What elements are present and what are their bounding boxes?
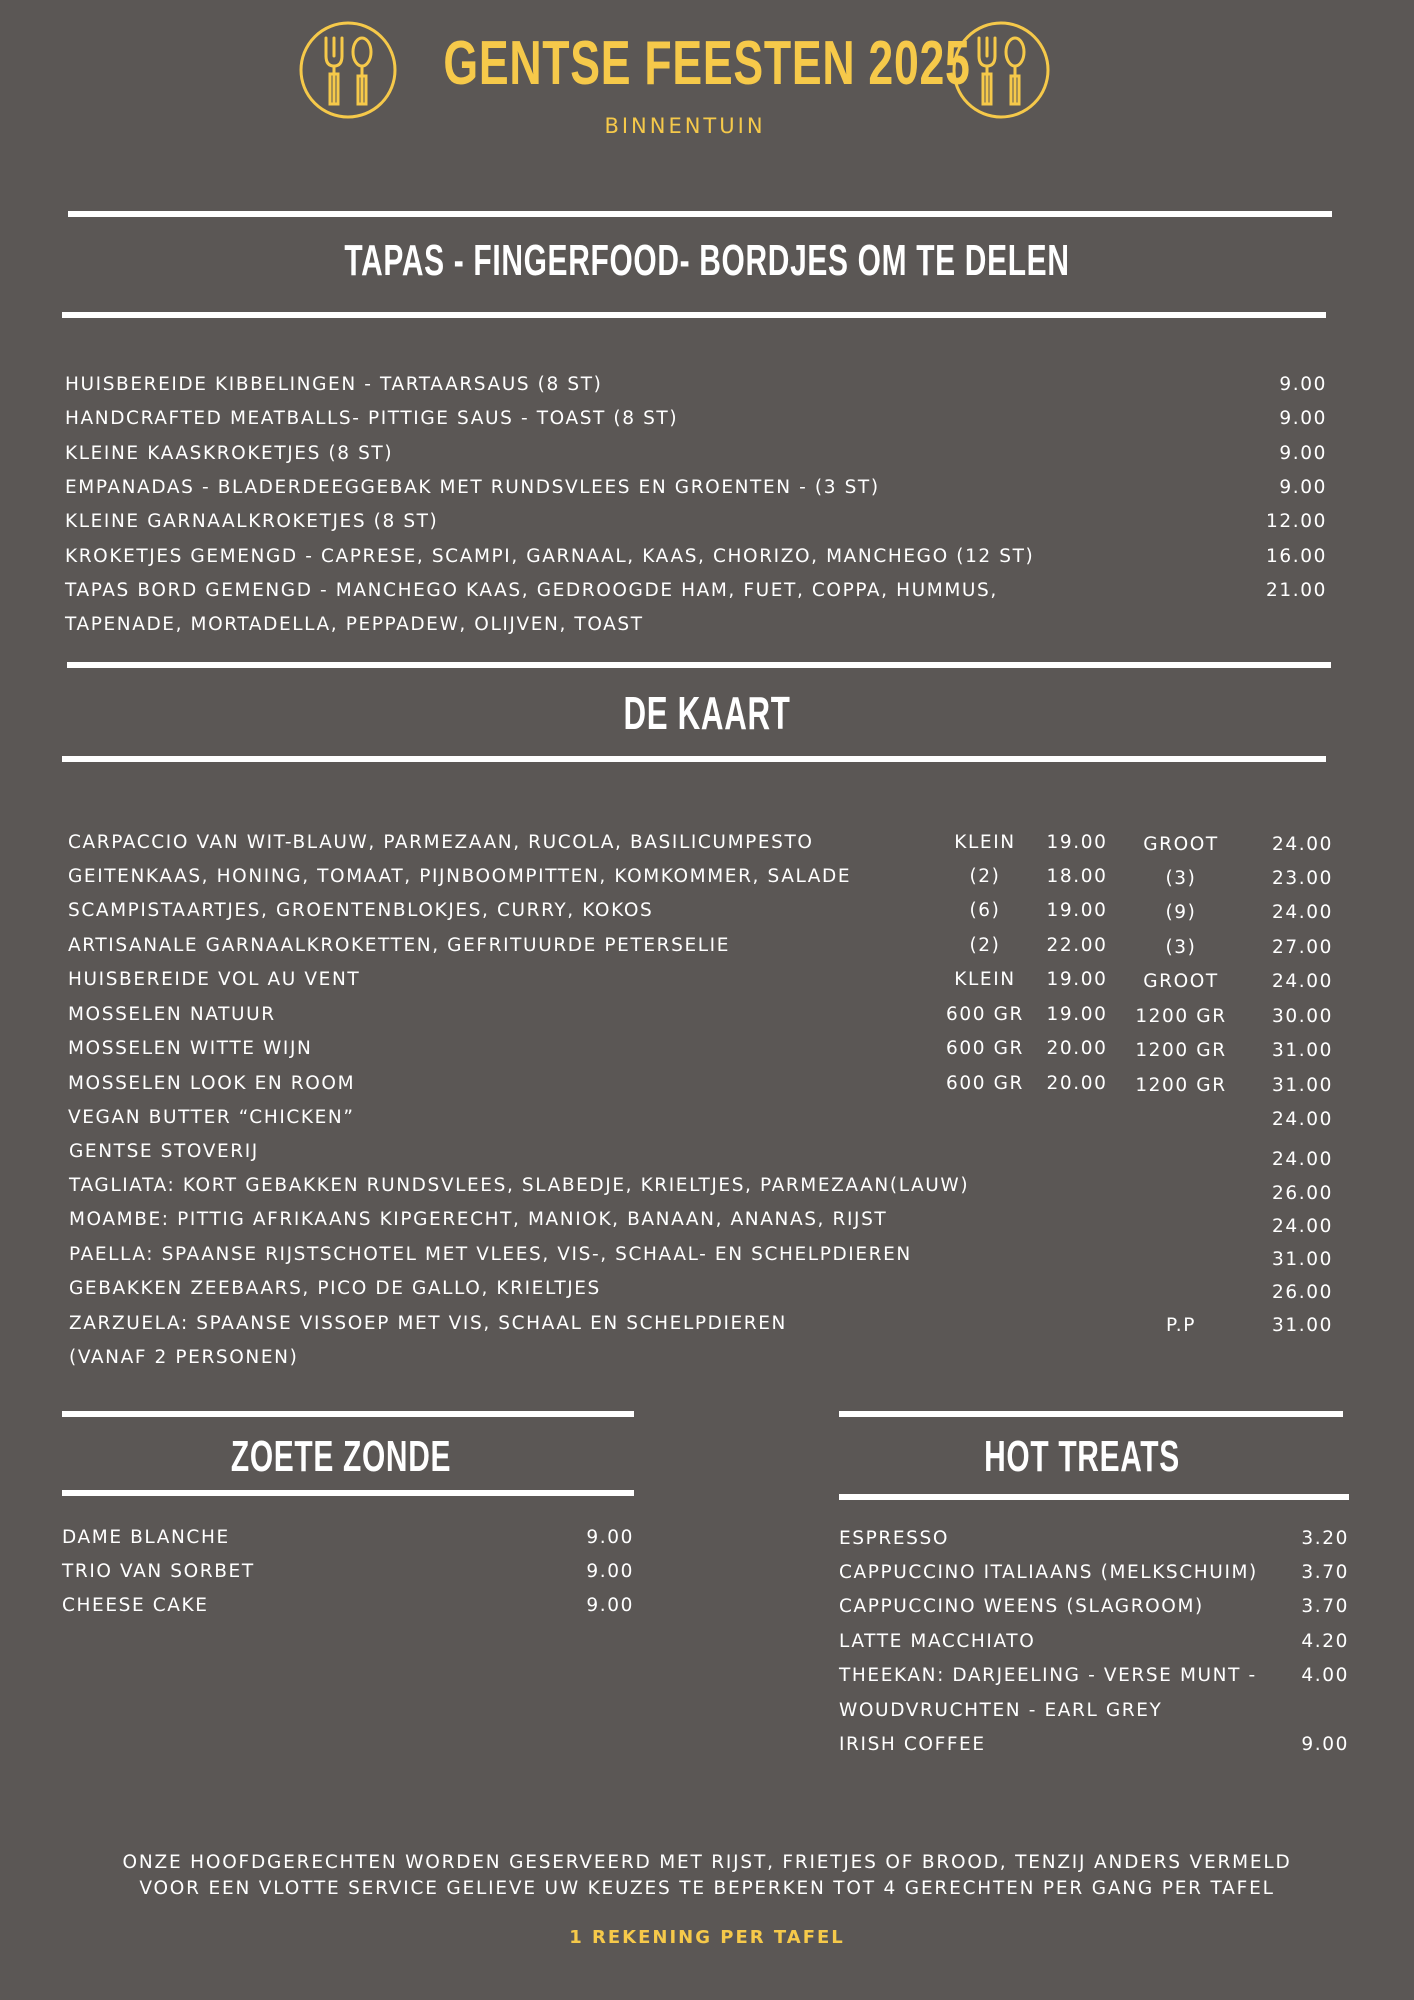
divider: [62, 1411, 634, 1417]
tapas-item-name: KLEINE KAASKROKETJES (8 ST): [65, 443, 394, 464]
divider: [839, 1411, 1343, 1417]
dessert-item-price: 9.00: [586, 1527, 634, 1548]
tapas-item-price: 9.00: [1279, 443, 1327, 464]
kaart-item-price-small: 20.00: [1046, 1038, 1108, 1059]
kaart-item-price-large: 27.00: [1272, 937, 1333, 958]
dessert-item-price: 9.00: [586, 1595, 634, 1616]
kaart-item-price-large: 31.00: [1272, 1315, 1333, 1336]
divider: [62, 756, 1326, 762]
kaart-item-price-large: 24.00: [1272, 834, 1333, 855]
kaart-item-name: MOAMBE: PITTIG AFRIKAANS KIPGERECHT, MANIOK, BANAAN, ANANAS, RIJST: [69, 1209, 888, 1230]
divider: [62, 312, 1326, 318]
kaart-item-price-large: 30.00: [1272, 1006, 1333, 1027]
kaart-item-price-large: 31.00: [1272, 1075, 1333, 1096]
divider: [68, 211, 1332, 217]
fork-spoon-icon: [951, 20, 1051, 120]
dessert-item-price: 9.00: [586, 1561, 634, 1582]
tapas-item-name: HUISBEREIDE KIBBELINGEN - TARTAARSAUS (8 ST): [65, 374, 603, 395]
kaart-item-name: GENTSE STOVERIJ: [69, 1141, 259, 1162]
kaart-item-name: HUISBEREIDE VOL AU VENT: [68, 969, 361, 990]
kaart-item-price-small: 20.00: [1046, 1073, 1108, 1094]
drink-item-price: 4.00: [1301, 1665, 1349, 1686]
footer-note: ONZE HOOFDGERECHTEN WORDEN GESERVEERD MET RIJST, FRIETJES OF BROOD, TENZIJ ANDERS VERMELD: [122, 1852, 1292, 1873]
drink-item-price: 3.20: [1301, 1528, 1349, 1549]
drink-item-price: 3.70: [1301, 1596, 1349, 1617]
kaart-item-size-small: KLEIN: [954, 969, 1016, 990]
kaart-item-size-small: 600 GR: [946, 1073, 1024, 1094]
kaart-item-price-large: 23.00: [1272, 868, 1333, 889]
kaart-item-price-large: 24.00: [1272, 1109, 1333, 1130]
drink-item-name: ESPRESSO: [839, 1528, 949, 1549]
tapas-item-price: 21.00: [1266, 580, 1327, 601]
kaart-item-price-small: 18.00: [1046, 866, 1108, 887]
kaart-item-price-large: 24.00: [1272, 971, 1333, 992]
kaart-item-size-small: 600 GR: [946, 1004, 1024, 1025]
kaart-item-name: CARPACCIO VAN WIT-BLAUW, PARMEZAAN, RUCOLA, BASILICUMPESTO: [68, 832, 814, 853]
kaart-item-name: MOSSELEN NATUUR: [68, 1004, 276, 1025]
page-subtitle: BINNENTUIN: [604, 114, 766, 138]
tapas-item-price: 16.00: [1266, 546, 1327, 567]
dessert-item-name: TRIO VAN SORBET: [62, 1561, 255, 1582]
kaart-item-price-large: 24.00: [1272, 1216, 1333, 1237]
divider: [839, 1494, 1349, 1500]
kaart-item-price-small: 19.00: [1046, 832, 1108, 853]
kaart-item-name: (VANAF 2 PERSONEN): [69, 1347, 299, 1368]
drink-item-price: 4.20: [1301, 1631, 1349, 1652]
tapas-section-title: TAPAS - FINGERFOOD- BORDJES OM TE DELEN: [344, 236, 1070, 285]
drink-item-name: CAPPUCCINO ITALIAANS (MELKSCHUIM): [839, 1562, 1258, 1583]
kaart-item-name: MOSSELEN WITTE WIJN: [68, 1038, 313, 1059]
kaart-item-size-small: (2): [969, 935, 1001, 956]
kaart-item-name: ZARZUELA: SPAANSE VISSOEP MET VIS, SCHAAL EN SCHELPDIEREN: [69, 1313, 787, 1334]
kaart-item-size-large: 1200 GR: [1135, 1006, 1227, 1027]
drink-item-name: IRISH COFFEE: [839, 1734, 986, 1755]
tapas-item-name: TAPAS BORD GEMENGD - MANCHEGO KAAS, GEDROOGDE HAM, FUET, COPPA, HUMMUS,: [65, 580, 998, 601]
kaart-item-size-small: (6): [969, 900, 1001, 921]
tapas-item-price: 9.00: [1279, 477, 1327, 498]
drink-item-name: THEEKAN: DARJEELING - VERSE MUNT -: [839, 1665, 1257, 1686]
divider: [62, 1490, 634, 1496]
tapas-item-name: EMPANADAS - BLADERDEEGGEBAK MET RUNDSVLEES EN GROENTEN - (3 ST): [65, 477, 880, 498]
kaart-item-size-large: (9): [1165, 902, 1197, 923]
kaart-item-name: MOSSELEN LOOK EN ROOM: [68, 1073, 356, 1094]
tapas-item-name: TAPENADE, MORTADELLA, PEPPADEW, OLIJVEN, TOAST: [65, 614, 644, 635]
hot-section-title: HOT TREATS: [984, 1432, 1180, 1481]
kaart-item-name: GEITENKAAS, HONING, TOMAAT, PIJNBOOMPITTEN, KOMKOMMER, SALADE: [68, 866, 852, 887]
kaart-item-size-large: GROOT: [1143, 971, 1219, 992]
kaart-item-price-large: 24.00: [1272, 1149, 1333, 1170]
kaart-item-name: ARTISANALE GARNAALKROKETTEN, GEFRITUURDE PETERSELIE: [68, 935, 730, 956]
kaart-item-price-small: 19.00: [1046, 900, 1108, 921]
kaart-item-price-small: 22.00: [1046, 935, 1108, 956]
kaart-item-size-small: KLEIN: [954, 832, 1016, 853]
kaart-item-size-large: 1200 GR: [1135, 1075, 1227, 1096]
drink-item-name: LATTE MACCHIATO: [839, 1631, 1036, 1652]
kaart-item-price-small: 19.00: [1046, 1004, 1108, 1025]
footer-note: VOOR EEN VLOTTE SERVICE GELIEVE UW KEUZES TE BEPERKEN TOT 4 GERECHTEN PER GANG PER TAFEL: [139, 1878, 1275, 1899]
tapas-item-name: HANDCRAFTED MEATBALLS- PITTIGE SAUS - TOAST (8 ST): [65, 408, 679, 429]
kaart-item-name: TAGLIATA: KORT GEBAKKEN RUNDSVLEES, SLABEDJE, KRIELTJES, PARMEZAAN(LAUW): [69, 1175, 970, 1196]
kaart-item-name: VEGAN BUTTER “CHICKEN”: [68, 1107, 355, 1128]
page-title: GENTSE FEESTEN 2025: [443, 29, 971, 98]
kaart-item-size-large: (3): [1165, 937, 1197, 958]
tapas-item-name: KROKETJES GEMENGD - CAPRESE, SCAMPI, GARNAAL, KAAS, CHORIZO, MANCHEGO (12 ST): [65, 546, 1035, 567]
kaart-item-price-large: 24.00: [1272, 902, 1333, 923]
kaart-item-size-small: 600 GR: [946, 1038, 1024, 1059]
kaart-item-price-large: 31.00: [1272, 1249, 1333, 1270]
drink-item-name: WOUDVRUCHTEN - EARL GREY: [839, 1700, 1163, 1721]
kaart-item-size-large: P.P: [1165, 1315, 1197, 1336]
tapas-item-price: 9.00: [1279, 374, 1327, 395]
kaart-item-price-large: 31.00: [1272, 1040, 1333, 1061]
tapas-item-price: 12.00: [1266, 511, 1327, 532]
kaart-item-size-large: GROOT: [1143, 834, 1219, 855]
kaart-item-name: SCAMPISTAARTJES, GROENTENBLOKJES, CURRY, KOKOS: [68, 900, 654, 921]
kaart-item-name: GEBAKKEN ZEEBAARS, PICO DE GALLO, KRIELTJES: [69, 1278, 601, 1299]
kaart-section-title: DE KAART: [623, 687, 791, 739]
kaart-item-price-large: 26.00: [1272, 1282, 1333, 1303]
kaart-item-size-large: (3): [1165, 868, 1197, 889]
kaart-item-size-small: (2): [969, 866, 1001, 887]
divider: [67, 662, 1331, 668]
tapas-item-name: KLEINE GARNAALKROKETJES (8 ST): [65, 511, 439, 532]
drink-item-price: 3.70: [1301, 1562, 1349, 1583]
drink-item-price: 9.00: [1301, 1734, 1349, 1755]
kaart-item-price-large: 26.00: [1272, 1183, 1333, 1204]
dessert-item-name: DAME BLANCHE: [62, 1527, 230, 1548]
kaart-item-size-large: 1200 GR: [1135, 1040, 1227, 1061]
kaart-item-name: PAELLA: SPAANSE RIJSTSCHOTEL MET VLEES, VIS-, SCHAAL- EN SCHELPDIEREN: [69, 1244, 912, 1265]
tapas-item-price: 9.00: [1279, 408, 1327, 429]
bill-notice: 1 REKENING PER TAFEL: [569, 1927, 845, 1948]
zoete-section-title: ZOETE ZONDE: [230, 1432, 452, 1481]
dessert-item-name: CHEESE CAKE: [62, 1595, 209, 1616]
drink-item-name: CAPPUCCINO WEENS (SLAGROOM): [839, 1596, 1204, 1617]
kaart-item-price-small: 19.00: [1046, 969, 1108, 990]
